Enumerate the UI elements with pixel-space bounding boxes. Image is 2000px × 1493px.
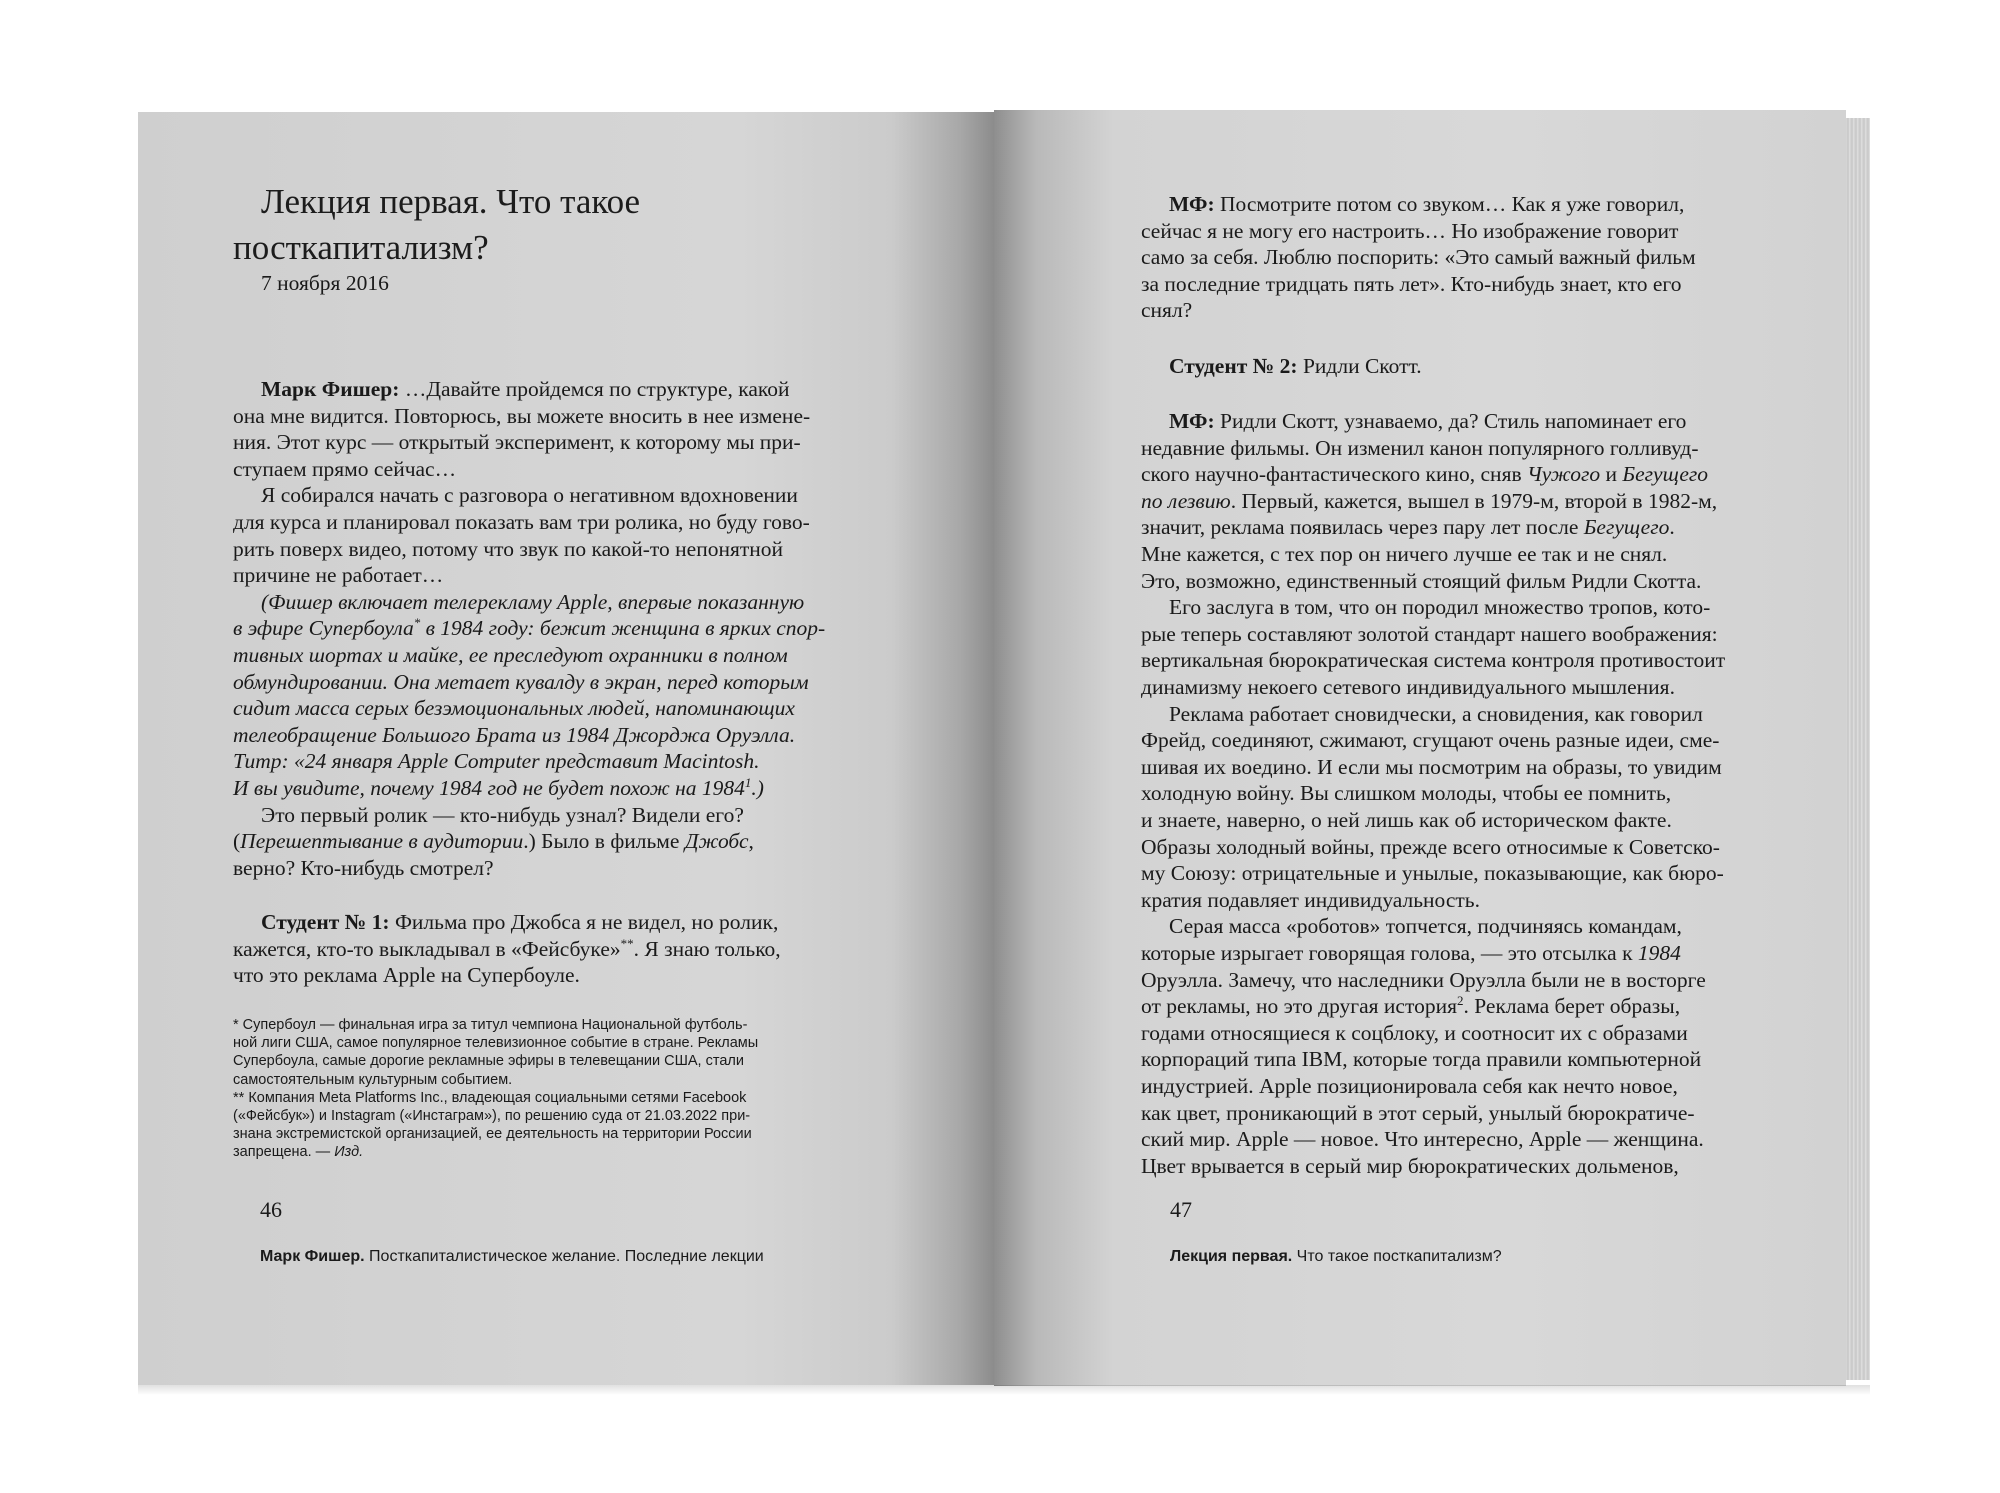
paragraph-line: которые изрыгает говорящая голова, — это отсылка к 1984 xyxy=(1141,941,1681,965)
book-shadow xyxy=(138,1385,1870,1395)
paragraph-line: ский мир. Apple — новое. Что интересно, Apple — женщина. xyxy=(1141,1127,1704,1152)
paragraph-line: индустрией. Apple позиционировала себя как нечто новое, xyxy=(1141,1074,1678,1098)
paragraph-line: значит, реклама появилась через пару лет после Бегущего. xyxy=(1141,515,1675,540)
paragraph-line: сейчас я не могу его настроить… Но изображение говорит xyxy=(1141,218,1679,243)
paragraph-line: Студент № 1: Фильма про Джобса я не видел, но ролик, xyxy=(261,910,779,934)
footnote-line: Супербоула, самые дорогие рекламные эфиры в телевещании США, стали xyxy=(233,1053,744,1070)
speaker-name: МФ: xyxy=(1169,192,1215,216)
paragraph-line: она мне видится. Повторюсь, вы можете вносить в нее измене- xyxy=(233,403,811,428)
paragraph-line: Марк Фишер: …Давайте пройдемся по структуре, какой xyxy=(261,377,790,401)
paragraph-line: Это первый ролик — кто-нибудь узнал? Видели его? xyxy=(261,802,744,827)
paragraph-line: снял? xyxy=(1141,298,1193,323)
paragraph-line: Реклама работает сновидчески, а сновидения, как говорил xyxy=(1169,701,1703,726)
footnote-line: * Супербоул — финальная игра за титул чемпиона Национальной футболь- xyxy=(233,1017,748,1033)
running-head: Марк Фишер. Посткапиталистическое желание. Последние лекции xyxy=(260,1248,764,1265)
paragraph-line: рые теперь составляют золотой стандарт нашего воображения: xyxy=(1141,621,1718,646)
chapter-title-line-2: посткапитализм? xyxy=(233,228,489,267)
paragraph-line: сидит масса серых безэмоциональных людей, напоминающих xyxy=(233,696,795,721)
footnote-line: ной лиги США, самое популярное телевизионное событие в стране. Рекламы xyxy=(233,1035,759,1052)
paragraph-line: телеобращение Большого Брата из 1984 Джорджа Оруэлла. xyxy=(233,722,796,747)
paragraph-line: Я собирался начать с разговора о негативном вдохновении xyxy=(261,483,798,508)
paragraph-line: кратия подавляет индивидуальность. xyxy=(1141,887,1480,912)
paragraph-line: ния. Этот курс — открытый эксперимент, к которому мы при- xyxy=(233,430,801,455)
paragraph-line: холодную войну. Вы слишком молоды, чтобы ее помнить, xyxy=(1141,781,1672,806)
paragraph-line: Мне кажется, с тех пор он ничего лучше ее так и не снял. xyxy=(1141,542,1668,566)
paragraph-line: Серая масса «роботов» топчется, подчиняясь командам, xyxy=(1169,914,1682,939)
paragraph-line: Студент № 2: Ридли Скотт. xyxy=(1169,354,1422,378)
paragraph-line: вертикальная бюрократическая система контроля противостоит xyxy=(1141,648,1726,673)
footnote-line: знана экстремистской организацией, ее деятельность на территории России xyxy=(233,1126,752,1143)
paragraph-line: как цвет, проникающий в этот серый, унылый бюрократиче- xyxy=(1141,1100,1695,1125)
paragraph-line: в эфире Супербоула* в 1984 году: бежит женщина в ярких спор- xyxy=(233,615,826,641)
footnote-line: ** Компания Meta Platforms Inc., владеющая социальными сетями Facebook xyxy=(233,1089,747,1106)
chapter-title-line-1: Лекция первая. Что такое xyxy=(261,182,641,221)
paragraph-line: ского научно-фантастического кино, сняв Чужого и Бегущего xyxy=(1141,462,1709,487)
footnote-ref: 1 xyxy=(744,774,752,790)
paragraph-line: Оруэлла. Замечу, что наследники Оруэлла были не в восторге xyxy=(1141,967,1706,992)
paragraph-line: для курса и планировал показать вам три ролика, но буду гово- xyxy=(233,510,810,534)
paragraph-line: что это реклама Apple на Супербоуле. xyxy=(233,963,580,988)
paragraph-line: динамизму некоего сетевого индивидуального мышления. xyxy=(1141,675,1675,699)
footnote-line: («Фейсбук») и Instagram («Инстаграм»), по решению суда от 21.03.2022 при- xyxy=(233,1108,751,1124)
speaker-name: Студент № 2: xyxy=(1169,354,1298,378)
paragraph-line: Это, возможно, единственный стоящий фильм Ридли Скотта. xyxy=(1141,568,1702,593)
paragraph-line: тивных шортах и майке, ее преследуют охранники в полном xyxy=(233,643,788,667)
footnote-ref: 2 xyxy=(1456,993,1464,1009)
paragraph-line: му Союзу: отрицательные и унылые, показывающие, как бюро- xyxy=(1141,861,1724,886)
paragraph-line: МФ: Ридли Скотт, узнаваемо, да? Стиль напоминает его xyxy=(1169,409,1687,433)
page-edges xyxy=(1846,118,1870,1380)
paragraph-line: (Перешептывание в аудитории.) Было в фильме Джобс, xyxy=(233,829,754,854)
footnote-line: самостоятельным культурным событием. xyxy=(233,1071,513,1088)
page-number: 46 xyxy=(260,1197,282,1222)
paragraph-line: от рекламы, но это другая история$^2$. Реклама берет образы, xyxy=(1141,993,1681,1019)
paragraph-line: рить поверх видео, потому что звук по какой-то непонятной xyxy=(233,536,784,561)
paragraph-line: Образы холодный войны, прежде всего относимые к Советско- xyxy=(1141,834,1720,859)
paragraph-line: МФ: Посмотрите потом со звуком… Как я уже говорил, xyxy=(1169,192,1685,216)
paragraph-line: (Фишер включает телерекламу Apple, впервые показанную xyxy=(261,589,805,614)
footnote-ref: ** xyxy=(620,935,634,951)
paragraph-line: и знаете, наверно, о ней лишь как об историческом факте. xyxy=(1141,808,1672,832)
paragraph-line: причине не работает… xyxy=(233,563,444,588)
paragraph-line: кажется, кто-то выкладывал в «Фейсбуке»**. Я знаю только, xyxy=(233,935,781,961)
left-page xyxy=(138,112,994,1385)
paragraph-line: Титр: «24 января Apple Computer представит Macintosh. xyxy=(233,749,760,774)
footnote-line: запрещена. — Изд. xyxy=(233,1144,364,1161)
paragraph-line: корпораций типа IBM, которые тогда правили компьютерной xyxy=(1141,1047,1702,1072)
paragraph-line: И вы увидите, почему 1984 год не будет похож на 1984$^1$.) xyxy=(233,774,764,800)
paragraph-line: верно? Кто-нибудь смотрел? xyxy=(233,855,494,880)
paragraph-line: годами относящиеся к соцблоку, и соотносит их с образами xyxy=(1141,1020,1688,1045)
paragraph-line: шивая их воедино. И если мы посмотрим на образы, то увидим xyxy=(1141,754,1722,779)
paragraph-line: обмундировании. Она метает кувалду в экран, перед которым xyxy=(233,669,809,694)
speaker-name: Студент № 1: xyxy=(261,910,390,934)
paragraph-line: недавние фильмы. Он изменил канон популярного голливуд- xyxy=(1141,435,1699,460)
paragraph-line: Фрейд, соединяют, сжимают, сгущают очень разные идеи, сме- xyxy=(1141,728,1720,753)
footnote-ref: * xyxy=(413,615,421,631)
lecture-date: 7 ноября 2016 xyxy=(261,271,389,295)
paragraph-line: Его заслуга в том, что он породил множество тропов, кото- xyxy=(1169,595,1711,620)
paragraph-line: ступаем прямо сейчас… xyxy=(233,456,457,481)
paragraph-line: Цвет врывается в серый мир бюрократических дольменов, xyxy=(1141,1153,1679,1178)
speaker-name: Марк Фишер: xyxy=(261,377,400,401)
paragraph-line: по лезвию. Первый, кажется, вышел в 1979-м, второй в 1982-м, xyxy=(1141,488,1718,513)
running-head: Лекция первая. Что такое посткапитализм? xyxy=(1170,1248,1502,1265)
speaker-name: МФ: xyxy=(1169,409,1215,433)
right-page xyxy=(994,110,1846,1386)
paragraph-line: само за себя. Люблю поспорить: «Это самый важный фильм xyxy=(1141,245,1696,270)
page-number: 47 xyxy=(1170,1197,1192,1222)
paragraph-line: за последние тридцать пять лет». Кто-нибудь знает, кто его xyxy=(1141,271,1682,296)
